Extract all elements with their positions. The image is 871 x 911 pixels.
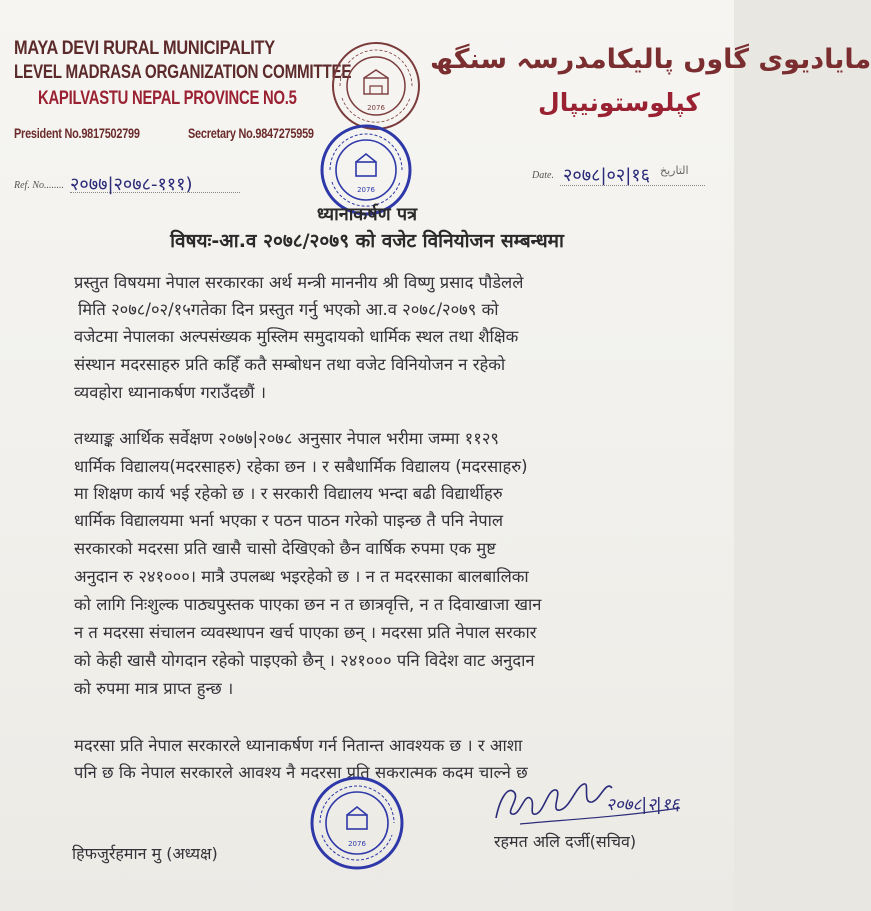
body-line: को रुपमा मात्र प्राप्त हुन्छ । bbox=[74, 679, 234, 698]
letter-heading: ध्यानाकर्षण पत्र bbox=[316, 204, 418, 225]
urdu-org-name: مایادیوی گاوں پالیکامدرسہ سنگھ bbox=[430, 44, 871, 75]
svg-text:2076: 2076 bbox=[367, 104, 385, 112]
body-line: तथ्याङ्क आर्थिक सर्वेक्षण २०७७|२०७८ अनुसार नेपाल भरीमा जम्मा ११२९ bbox=[74, 429, 499, 448]
ref-underline bbox=[70, 192, 240, 193]
date-label-arabic: التاریخ bbox=[660, 164, 689, 177]
handwritten-signature bbox=[490, 768, 700, 832]
date-value: २०७८|०२|१६ bbox=[563, 165, 651, 186]
body-line: वजेटमा नेपालका अल्पसंख्यक मुस्लिम समुदायको धार्मिक स्थल तथा शैक्षिक bbox=[74, 327, 519, 346]
svg-text:2076: 2076 bbox=[348, 840, 366, 848]
body-line: संस्थान मदरसाहरु प्रति कहिँ कतै सम्बोधन तथा वजेट विनियोजन न रहेको bbox=[74, 355, 506, 374]
org-address: KAPILVASTU NEPAL PROVINCE NO.5 bbox=[38, 88, 297, 109]
body-line: धार्मिक विद्यालय(मदरसाहरु) रहेका छन । र सबैधार्मिक विद्यालय (मदरसाहरु) bbox=[74, 457, 528, 476]
svg-text:2076: 2076 bbox=[357, 186, 375, 194]
date-underline bbox=[560, 185, 705, 186]
body-line: प्रस्तुत विषयमा नेपाल सरकारका अर्थ मन्त्री माननीय श्री विष्णु प्रसाद पौडेलले bbox=[74, 273, 524, 292]
letterhead-logo-seal bbox=[330, 40, 422, 132]
secretary-signature-name: रहमत अलि दर्जी(सचिव) bbox=[494, 832, 637, 851]
ref-label: Ref. No........ bbox=[14, 180, 64, 191]
official-stamp-bottom bbox=[308, 774, 406, 872]
org-name-line2: LEVEL MADRASA ORGANIZATION COMMITTEE bbox=[14, 62, 352, 83]
body-line: को लागि निःशुल्क पाठ्यपुस्तक पाएका छन न त छात्रवृत्ति, न त दिवाखाजा खान bbox=[74, 595, 542, 614]
body-line: मिति २०७८/०२/१५गतेका दिन प्रस्तुत गर्नु भएको आ.व २०७८/२०७९ को bbox=[78, 300, 499, 319]
president-signature-name: हिफजुर्रहमान मु (अध्यक्ष) bbox=[72, 844, 218, 863]
body-line: मा शिक्षण कार्य भई रहेको छ । र सरकारी विद्यालय भन्दा बढी विद्यार्थीहरु bbox=[74, 484, 503, 503]
org-name-line1: MAYA DEVI RURAL MUNICIPALITY bbox=[14, 38, 275, 59]
urdu-address: کپلوستونیپال bbox=[538, 88, 700, 117]
body-line: मदरसा प्रति नेपाल सरकारले ध्यानाकर्षण गर्न नितान्त आवश्यक छ । र आशा bbox=[74, 736, 523, 755]
secretary-phone: Secretary No.9847275959 bbox=[188, 125, 314, 141]
letter-subject: विषयः-आ.व २०७८/२०७९ को वजेट विनियोजन सम्बन्धमा bbox=[170, 230, 564, 252]
date-label: Date. bbox=[532, 170, 554, 181]
president-phone: President No.9817502799 bbox=[14, 125, 140, 141]
ref-number: २०७७|२०७८-१११) bbox=[70, 174, 193, 195]
body-line: व्यवहोरा ध्यानाकर्षण गराउँदछौं । bbox=[74, 383, 267, 402]
body-line: अनुदान रु २४१०००। मात्रै उपलब्ध भइरहेको छ । न त मदरसाका बालबालिका bbox=[74, 567, 529, 586]
body-line: धार्मिक विद्यालयमा भर्ना भएका र पठन पाठन गरेको पाइन्छ तै पनि नेपाल bbox=[74, 511, 504, 530]
body-line: पनि छ कि नेपाल सरकारले आवश्य नै मदरसा प्रति सकरात्मक कदम चाल्ने छ bbox=[74, 763, 528, 782]
body-line: न त मदरसा संचालन व्यवस्थापन खर्च पाएका छन् । मदरसा प्रति नेपाल सरकार bbox=[74, 623, 537, 642]
body-line: सरकारको मदरसा प्रति खासै चासो देखिएको छैन वार्षिक रुपमा एक मुष्ट bbox=[74, 539, 496, 558]
handwritten-date: २०७८|२|१६ bbox=[606, 795, 680, 815]
body-line: को केही खासै योगदान रहेको पाइएको छैन् । २४१००० पनि विदेश वाट अनुदान bbox=[74, 651, 535, 670]
